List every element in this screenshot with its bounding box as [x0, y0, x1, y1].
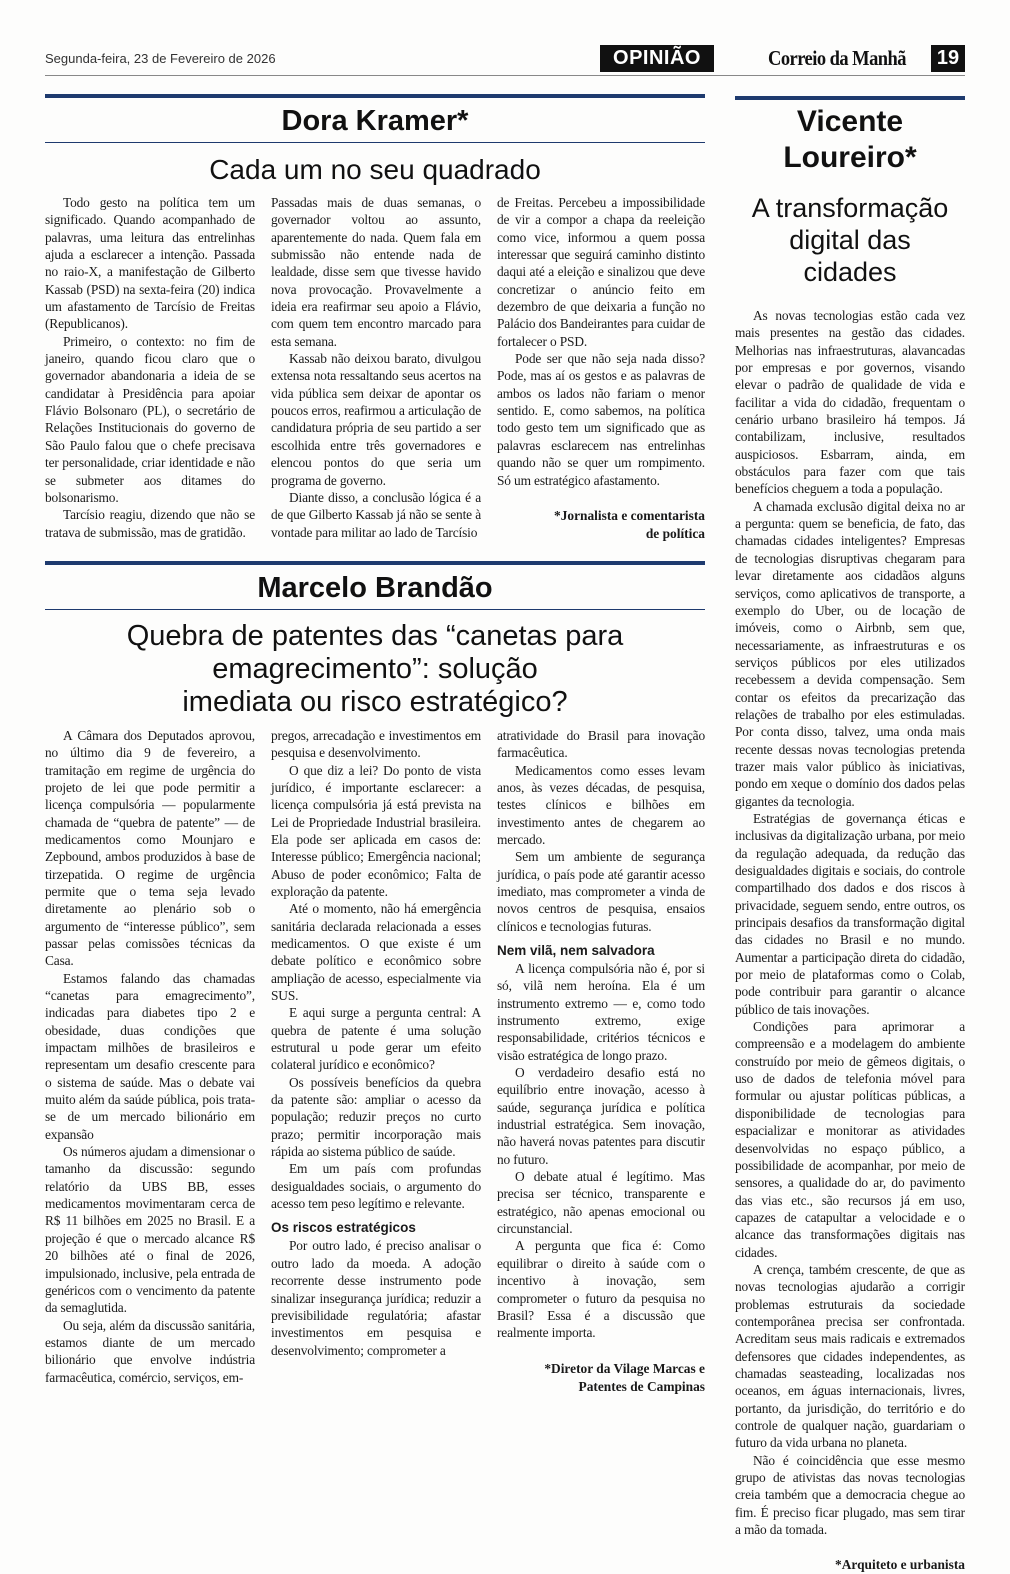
author-bio — [497, 1360, 705, 1396]
paragraph: Todo gesto na política tem um significado. Quando acompanhado de palavras, uma leitura das entrelinhas ajuda a esclarecer a intenção. Passada no raio-X, a manifestação de Gilberto Kassab (PSD) na sexta-feira (20) indica um afastamento de Tarcísio de Freitas (Republicanos). — [45, 195, 255, 332]
paragraph: O que diz a lei? Do ponto de vista jurídico, é importante esclarecer: a licença compulsória já está prevista na Lei de Propriedade Industrial brasileira. Ela pode ser aplicada em casos de: Interesse público; Emergência nacional; Abuso de poder econômico; Falta de exploração da patente. — [271, 762, 481, 899]
newspaper-logo: Correio da Manhã — [768, 46, 907, 70]
article-author-line: Loureiro* — [783, 141, 917, 174]
paragraph: A licença compulsória não é, por si só, vilã nem heroína. Ela é um instrumento extremo — e, como todo instrumento extremo, exige responsabilidade, critérios técnicos e visão estratégica de longo prazo. — [497, 960, 705, 1063]
paragraph: Primeiro, o contexto: no fim de janeiro, quando ficou claro que o governador abandonaria a ideia de se candidatar à Presidência para apoiar Flávio Bolsonaro (PL), o secretário de Relações Institucionais do governo de São Paulo falou que o chefe precisava ter personalidade, criar identidade e não se submeter aos ditames do bolsonarismo. — [45, 333, 255, 505]
paragraph: A chamada exclusão digital deixa no ar a pergunta: quem se beneficia, de fato, das chamadas cidades inteligentes? Empresas de tecnologias disruptivas chegaram para levar diretamente aos cidadãos alguns serviços, como aplicativos de transporte, a exemplo do Uber, ou de locação de imóveis, como o Airbnb, sem que, necessariamente, as infraestruturas e os serviços públicos por eles utilizados recebessem a devida compensação. Sem contar os efeitos da precarização das relações de trabalho por eles estimuladas. Por conta disso, talvez, uma onda mais recente dessas novas tecnologias pretenda trazer mais valor público às iniciativas, pondo em xeque o domínio dos dados pelas gigantes da tecnologia. — [735, 498, 965, 809]
article-column — [271, 194, 481, 541]
paragraph: Os números ajudam a dimensionar o tamanho da discussão: segundo relatório da UBS BB, esses medicamentos movimentaram cerca de R$ 11 bilhões em 2025 no Brasil. E a projeção é que o mercado alcance R$ 20 bilhões até o final de 2026, impulsionado, inclusive, pela entrada de genéricos com o vencimento da patente da semaglutida. — [45, 1144, 255, 1316]
article-author: Dora Kramer* — [281, 105, 469, 137]
article-author-line: Vicente — [796, 105, 904, 138]
paragraph: de Freitas. Percebeu a impossibilidade de vir a compor a chapa da reeleição como vice, informou a quem possa interessar que seguirá caminho distinto daqui até a eleição e sinalizou que deve concretizar o anúncio feito em dezembro de que deixaria a função no Palácio dos Bandeirantes para cuidar de fortalecer o PSD. — [497, 195, 705, 349]
paragraph: Em um país com profundas desigualdades sociais, o argumento do acesso tem peso legítimo e relevante. — [271, 1161, 481, 1212]
author-bio-line: Patentes de Campinas — [578, 1378, 705, 1394]
paragraph: Estamos falando das chamadas “canetas para emagrecimento”, indicadas para diabetes tipo 2 e obesidade, duas condições que impactam milhões de brasileiros e representam um desafio crescente para o sistema de saúde. Mas o debate vai muito além da saúde pública, pois trata-se de um mercado bilionário em expansão — [45, 970, 255, 1142]
paragraph: Não é coincidência que esse mesmo grupo de ativistas das novas tecnologias creia também que a democracia chegue ao fim. É preciso ficar plugado, mas sem tirar a mão da tomada. — [735, 1452, 965, 1538]
paragraph: Medicamentos como esses levam anos, às vezes décadas, de pesquisa, testes clínicos e bilhões em investimento antes de chegarem ao mercado. — [497, 762, 705, 847]
paragraph: Estratégias de governança éticas e inclusivas da digitalização urbana, por meio da regulação adequada, da redução das desigualdades digitais e sociais, do controle compartilhado dos dados e dos riscos à privacidade, seguem sendo, entre outros, os principais desafios da transformação digital das cidades no Brasil e no mundo. Aumentar a participação direta do cidadão, por meio de plataformas como o Colab, pode contribuir para garantir o alcance público de tais inovações. — [735, 810, 965, 1017]
paragraph: Diante disso, a conclusão lógica é a de que Gilberto Kassab já não se sente à vontade para militar ao lado de Tarcísio — [271, 489, 481, 540]
article-column-wrapper — [497, 727, 705, 1396]
page-number: 19 — [931, 45, 965, 72]
article-column — [497, 727, 705, 1342]
article-title: Cada um no seu quadrado — [209, 154, 541, 185]
article-column — [497, 194, 705, 489]
article-title-line: imediata ou risco estratégico? — [182, 685, 568, 718]
paragraph: E aqui surge a pergunta central: A quebra de patente é uma solução estrutural u pode gerar um efeito colateral jurídico e econômico? — [271, 1005, 481, 1073]
paragraph: A pergunta que fica é: Como equilibrar o direito à saúde com o incentivo à inovação, sem comprometer o futuro da pesquisa no Brasil? Essa é a discussão que realmente importa. — [497, 1238, 705, 1341]
article-column-wrapper — [497, 194, 705, 543]
article-marcelo-brandao — [45, 561, 705, 1396]
paragraph: As novas tecnologias estão cada vez mais presentes na gestão das cidades. Melhorias nas infraestruturas, alavancadas por empresas e por governos, visando elevar o padrão de qualidade de vida e facilitar a vida do cidadão, frequentam o cenário urbano brasileiro há tempos. Já contabilizam, inclusive, resultados auspiciosos. Esbarram, ainda, em obstáculos para fazer com que tais benefícios cheguem a toda a população. — [735, 308, 965, 497]
author-bio-line: *Arquiteto e urbanista — [835, 1557, 965, 1573]
article-title-line: Quebra de patentes das “canetas para — [126, 619, 624, 652]
author-divider — [45, 142, 705, 143]
subheading: Nem vilã, nem salvadora — [497, 942, 655, 958]
left-articles — [45, 94, 705, 1396]
paragraph: Passadas mais de duas semanas, o governador voltou ao assunto, aparentemente do nada. Quem fala em submissão não entende nada de lealdade, disse sem que tivesse havido nova provocação. Provavelmente a ideia era reafirmar seu apoio a Flávio, com quem tem encontro marcado para esta semana. — [271, 195, 481, 349]
article-title — [45, 620, 705, 719]
paragraph: O debate atual é legítimo. Mas precisa ser técnico, transparente e estratégico, não apenas emocional ou circunstancial. — [497, 1169, 705, 1237]
article-title-line: cidades — [803, 257, 897, 287]
article-title-line: A transformação — [751, 193, 949, 223]
article-title-line: emagrecimento”: solução — [212, 652, 538, 685]
issue-date: Segunda-feira, 23 de Fevereiro de 2026 — [45, 51, 276, 66]
article-column — [45, 727, 255, 1386]
article-column — [735, 307, 965, 1538]
author-bio-line: *Diretor da Vilage Marcas e — [544, 1360, 705, 1376]
paragraph: atratividade do Brasil para inovação farmacêutica. — [497, 727, 705, 761]
paragraph: Os possíveis benefícios da quebra da patente são: ampliar o acesso da população; reduzir preços no curto prazo; permitir incorporação mais rápida ao sistema público de saúde. — [271, 1074, 481, 1160]
article-column — [45, 194, 255, 541]
paragraph: Sem um ambiente de segurança jurídica, o país pode até garantir acesso imediato, mas comprometer a vinda de novos centros de pesquisa, ensaios clínicos e tecnologias futuras. — [497, 849, 705, 934]
article-title-line: digital das — [789, 225, 911, 255]
author-bio-line: *Jornalista e comentarista — [554, 507, 705, 523]
subheading: Os riscos estratégicos — [271, 1220, 416, 1236]
author-divider — [45, 609, 705, 610]
article-rule — [45, 94, 705, 98]
article-body — [45, 194, 705, 543]
paragraph: A Câmara dos Deputados aprovou, no último dia 9 de fevereiro, a tramitação em regime de urgência do projeto de lei que pode permitir a licença compulsória — popularmente chamada de “quebra de patente” — de medicamentos como Mounjaro e Zepbound, ambos produzidos à base de tirzepatida. O regime de urgência permite que o tema seja levado diretamente ao plenário sob o argumento de “interesse público”, sem passar pelas comissões técnicas da Casa. — [45, 727, 255, 969]
article-author — [735, 104, 965, 176]
paragraph: Por outro lado, é preciso analisar o outro lado da moeda. A adoção recorrente desse instrumento pode sinalizar insegurança jurídica; reduzir a previsibilidade regulatória; afastar investimentos em pesquisa e desenvolvimento; comprometer a — [271, 1238, 481, 1358]
paragraph: Condições para aprimorar a compreensão e a modelagem do ambiente construído por meio de gêmeos digitais, o uso de dados de telefonia móvel para formular ou ajustar políticas públicas, a disponibilidade de tecnologias para espacializar e monitorar as atividades desenvolvidas no espaço público, a possibilidade de acompanhar, por meio de sensores, a qualidade do ar, do pavimento das vias etc., são recursos já em uso, capazes de catapultar a velocidade e o alcance das transformações digitais nas cidades. — [735, 1019, 965, 1260]
paragraph: Kassab não deixou barato, divulgou extensa nota ressaltando seus acertos na vida pública sem deixar de apontar os poucos erros, reafirmou a articulação de candidatura própria de seu partido a ser escolhida entre três governadores e elencou pontos do que seria um programa de governo. — [271, 351, 481, 488]
article-body — [45, 727, 705, 1396]
author-bio — [497, 507, 705, 543]
author-bio-line: de política — [645, 525, 705, 541]
article-rule — [45, 561, 705, 565]
section-label: OPINIÃO — [600, 45, 714, 72]
header-divider — [45, 75, 965, 76]
paragraph: pregos, arrecadação e investimentos em pesquisa e desenvolvimento. — [271, 727, 481, 761]
author-bio — [735, 1556, 965, 1574]
paragraph: Até o momento, não há emergência sanitária declarada relacionada a esses medicamentos. O que existe é um debate político e econômico sobre ampliação de acesso, especialmente via SUS. — [271, 901, 481, 1003]
paragraph: A crença, também crescente, de que as novas tecnologias ajudarão a corrigir problemas estruturais da sociedade contemporânea precisa ser confrontada. Acreditam seus mais radicais e extremados defensores que cidades independentes, as chamadas seasteading, localizadas nos oceanos, em águas internacionais, livres, portanto, da jurisdição, do território e do controle de qualquer nação, guardariam o futuro da vida urbana no planeta. — [735, 1261, 965, 1451]
paragraph: Ou seja, além da discussão sanitária, estamos diante de um mercado bilionário que envolve indústria farmacêutica, comércio, serviços, em- — [45, 1317, 255, 1385]
article-title — [735, 192, 965, 288]
article-dora-kramer — [45, 94, 705, 543]
article-author: Marcelo Brandão — [257, 571, 493, 604]
article-column — [271, 727, 481, 1359]
paragraph: O verdadeiro desafio está no equilíbrio entre inovação, acesso à saúde, segurança jurídica e política industrial estratégica. Sem inovação, não haverá novas patentes para discutir no futuro. — [497, 1065, 705, 1167]
paragraph: Pode ser que não seja nada disso? Pode, mas aí os gestos e as palavras de ambos os lados não fariam o menor sentido. E, como sabemos, na política todo gesto tem um significado que as palavras esclarecem nas entrelinhas quando não se quer um rompimento. Só um estratégico afastamento. — [497, 351, 705, 488]
article-rule — [735, 96, 965, 100]
article-vicente-loureiro — [735, 96, 965, 1574]
paragraph: Tarcísio reagiu, dizendo que não se tratava de submissão, mas de gratidão. — [45, 507, 255, 540]
